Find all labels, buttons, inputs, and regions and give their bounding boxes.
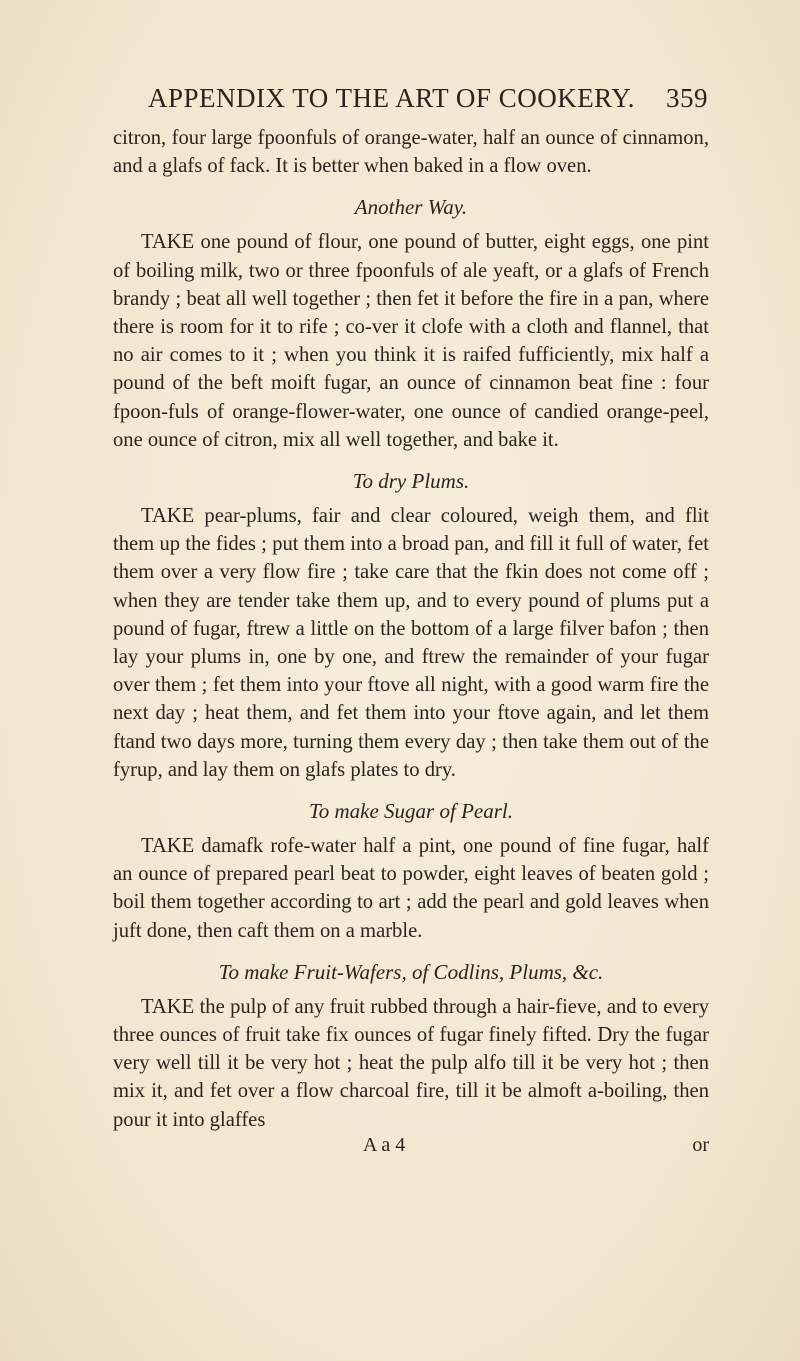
recipe-title-sugar-of-pearl: To make Sugar of Pearl.	[309, 799, 513, 824]
recipe-title-fruit-wafers: To make Fruit-Wafers, of Codlins, Plums, &c.	[218, 959, 604, 984]
recipe-title-another-way: Another Way.	[354, 195, 468, 220]
running-head: APPENDIX TO THE ART OF COOKERY.	[148, 83, 635, 113]
page-footer	[113, 1134, 709, 1156]
signature-mark: A a 4	[363, 1133, 406, 1156]
page-number: 359	[666, 83, 708, 113]
recipe-text-fruit-wafers: TAKE the pulp of any fruit rubbed through a hair-fieve, and to every three ounces of fruit take fix ounces of fugar finely fifted. Dry the fugar very well till it be very hot ; heat the pulp alfo till it be very hot ; then mix it, and fet over a flow charcoal fire, till it be almoft a-boiling, then pour it into glaffes	[113, 995, 709, 1131]
recipe-text-sugar-of-pearl: TAKE damafk rofe-water half a pint, one pound of fine fugar, half an ounce of prepared pearl beat to powder, eight leaves of beaten gold ; boil them together according to art ; add the pearl and gold leaves when juft done, then caft them on a marble.	[113, 835, 709, 942]
page-header	[148, 83, 708, 114]
continued-paragraph: citron, four large fpoonfuls of orange-water, half an ounce of cinnamon, and a glafs of fack. It is better when baked in a flow oven.	[113, 127, 709, 178]
catchword: or	[692, 1133, 709, 1156]
recipe-text-another-way: TAKE one pound of flour, one pound of butter, eight eggs, one pint of boiling milk, two or three fpoonfuls of ale yeaft, or a glafs of French brandy ; beat all well together ; then fet it before the fire in a pan, where there is room for it to rife ; co-ver it clofe with a cloth and flannel, that no air comes to it ; when you think it is raifed fufficiently, mix half a pound of the beft moift fugar, an ounce of cinnamon beat fine : four fpoon-fuls of orange-flower-water, one ounce of candied orange-peel, one ounce of citron, mix all well together, and bake it.	[113, 231, 709, 451]
page-body	[113, 124, 709, 1156]
recipe-title-dry-plums: To dry Plums.	[352, 469, 470, 494]
recipe-text-dry-plums: TAKE pear-plums, fair and clear coloured, weigh them, and flit them up the fides ; put them into a broad pan, and fill it full of water, fet them over a very flow fire ; take care that the fkin does not come off ; when they are tender take them up, and to every pound of plums put a pound of fugar, ftrew a little on the bottom of a large filver bafon ; then lay your plums in, one by one, and ftrew the remainder of your fugar over them ; fet them into your ftove all night, with a good warm fire the next day ; heat them, and fet them into your ftove again, and let them ftand two days more, turning them every day ; then take them out of the fyrup, and lay them on glafs plates to dry.	[113, 505, 709, 781]
